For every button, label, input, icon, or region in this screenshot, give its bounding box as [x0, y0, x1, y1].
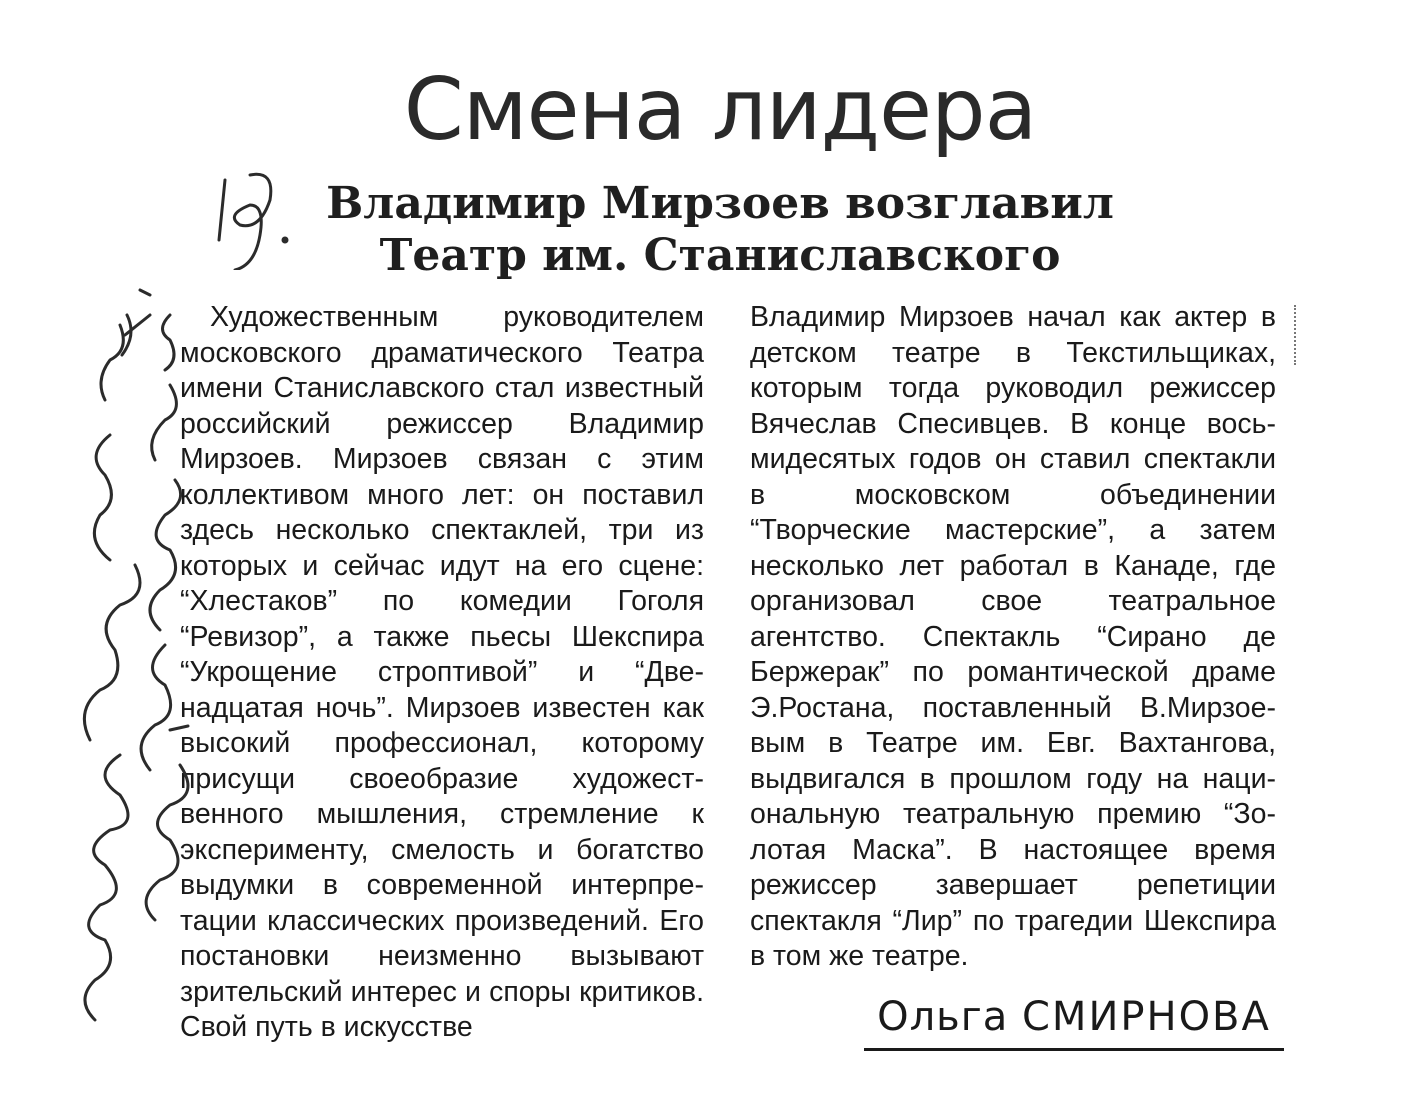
article-headline: Смена лидера	[403, 60, 1037, 160]
author-first-name: Ольга	[877, 994, 1009, 1040]
article-column-left: Художественным руководителем московского драматического Театра имени Станиславского стал известный российский режиссер Владимир Мирзоев. Мирзоев связан с этим коллективом много лет: он поставил здесь несколько спектаклей, три из которых и сейчас идут на его сцене: “Хлестаков” по комедии Гоголя “Ревизор”, а также пьесы Шекспира “Укрощение строптивой” и “Двенадцатая ночь”. Мирзоев известен как высокий профессионал, которому присущи своеобразие художественного мышления, стремление к эксперименту, смелость и богатство выдумки в современной интерпретации классических произведений. Его постановки неизменно вызывают зрительский интерес и споры критиков. Свой путь в искусстве	[180, 301, 704, 1043]
handwritten-page-number	[205, 160, 295, 270]
article-subheadline: Владимир Мирзоев возглавил Театр им. Станиславского	[326, 178, 1114, 281]
article-column-right: Владимир Мирзоев начал как актер в детском театре в Текстильщиках, которым тогда руководил режиссер Вячеслав Спесивцев. В конце восьмидесятых годов он ставил спектакли в московском объединении “Творческие мастерские”, а затем несколько лет работал в Канаде, где организовал свое театральное агентство. Спектакль “Сирано де Бержерак” по романтической драме Э.Ростана, поставленный В.Мирзоевым в Театре им. Евг. Вахтангова, выдвигался в прошлом году на национальную театральную премию “Золотая Маска”. В настоящее время режиссер завершает репетиции спектакля “Лир” по трагедии Шекспира в том же театре.	[750, 301, 1276, 972]
article-byline	[864, 988, 1284, 1051]
margin-tick-mark	[1294, 305, 1302, 365]
author-last-name: СМИРНОВА	[1022, 994, 1271, 1040]
